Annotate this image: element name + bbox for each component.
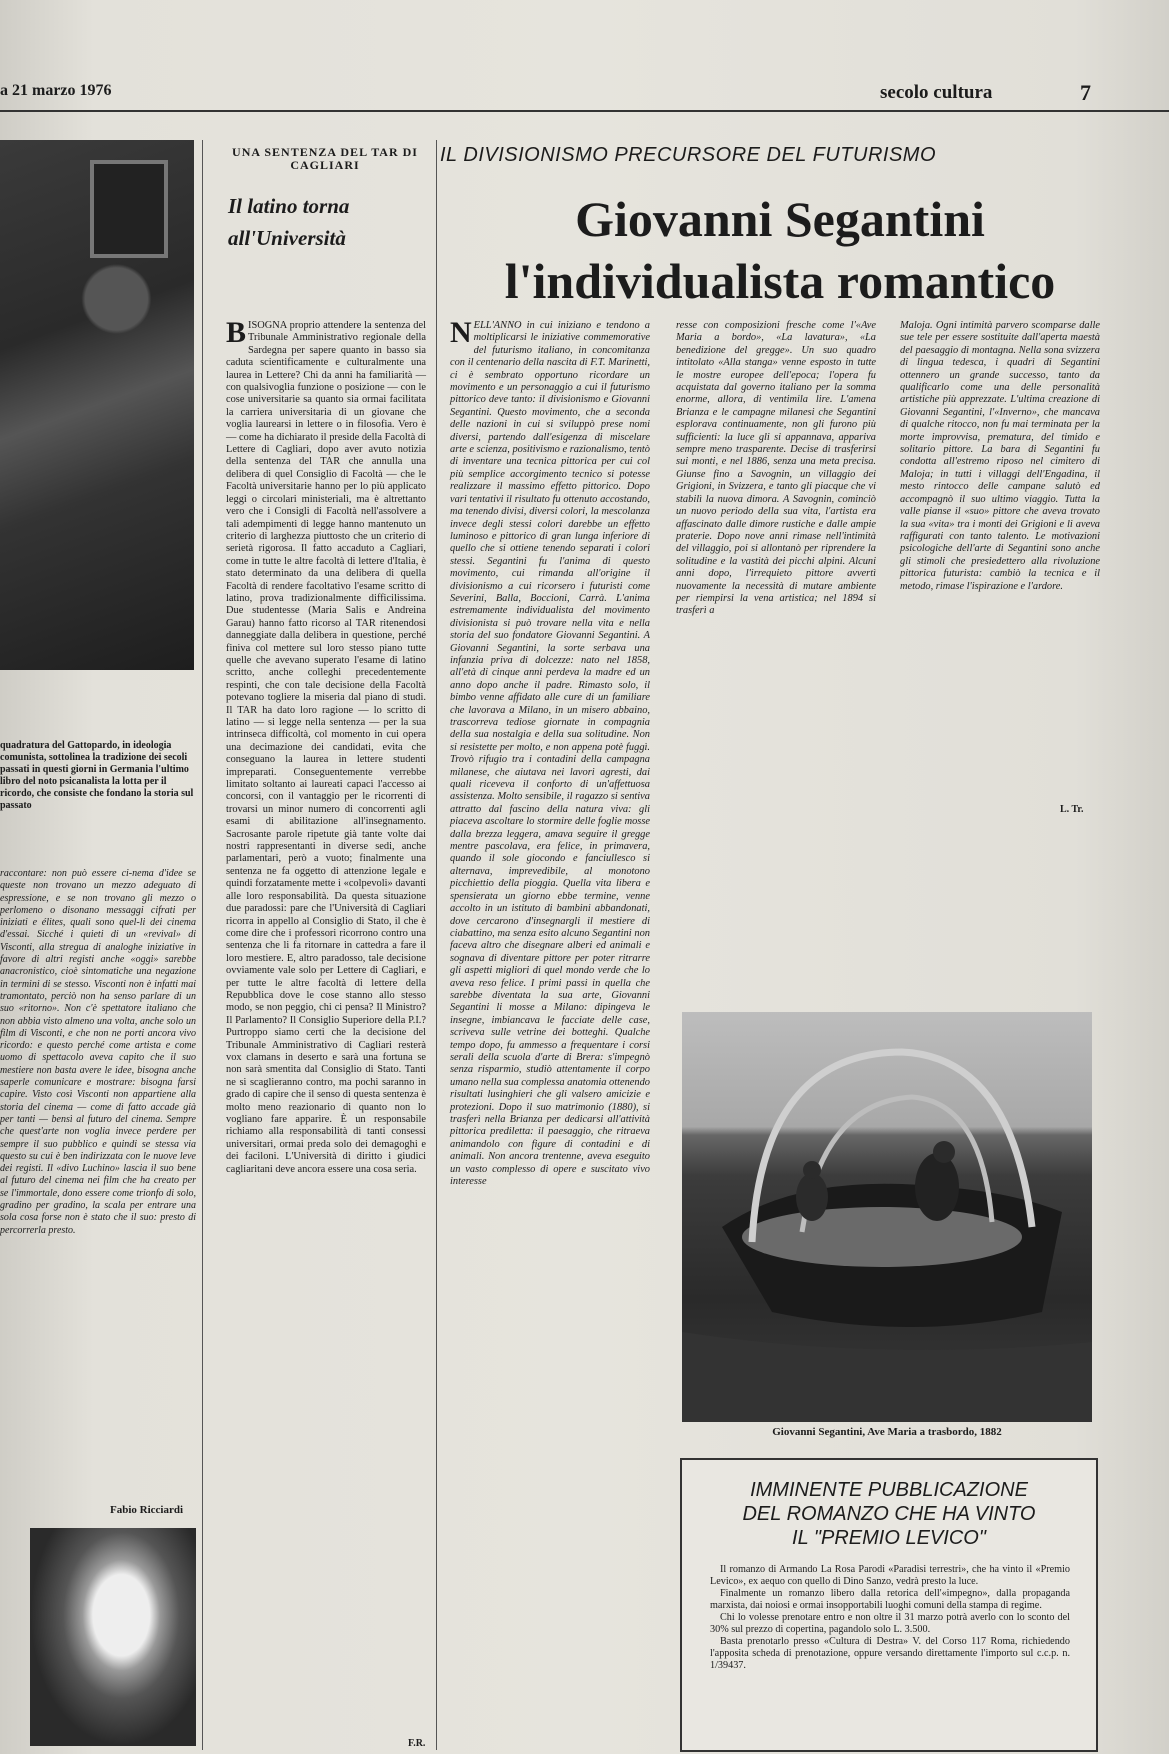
tar-kicker: UNA SENTENZA DEL TAR DI CAGLIARI xyxy=(232,145,418,172)
main-title xyxy=(470,188,1090,312)
announcement-para: Chi lo volesse prenotare entro e non oltre il 31 marzo potrà averlo con lo sconto del 30% sul prezzo di copertina, pagandolo solo L. 3.500. xyxy=(710,1612,1070,1635)
announcement-para: Finalmente un romanzo libero dalla retorica dell'«impegno», dalla propaganda marxista, dai noiosi e ormai insopportabili luoghi comuni della stampa di regime. xyxy=(710,1588,1070,1611)
tar-body-text: ISOGNA proprio attendere la sentenza del Tribunale Amministrativo regionale della Sardegna per sapere quanto in basso sia caduta scientificamente e culturalmente una laurea in Lettere? Chi da anni ha familiarità — con qualsivoglia funzione o posizione — con le cose universitarie sa quanto sia ormai facilitata la carriera universitaria di un giovane che voglia laurearsi in lettere o in filosofia. Vero è — come ha dichiarato il preside della Facoltà di Lettere di Cagliari, dopo aver avuto notizia della sentenza del TAR che annulla una delibera di quel Consiglio di Facoltà — che le Facoltà universitarie hanno per lo più applicato leggi o circolari ministeriali, ma è altrettanto vero che i Consigli di Facoltà nell'assolvere a tali adempimenti di legge hanno mantenuto un criterio di larghezza piuttosto che un criterio di serietà rigorosa. Il fatto accaduto a Cagliari, come in tutte le altre facoltà di lettere d'Italia, è stato determinato da una delibera di quella Facoltà di rendere facoltativo l'esame scritto di latino, prova tradizionalmente difficilissima. Due studentesse (Maria Salis e Andreina Garau) hanno fatto ricorso al TAR ritenendosi danneggiate dalla delibera in questione, perché finiva col mettere sul loro stesso piano tutte quelle che avevano superato l'esame di latino scritto, anche colleghi precedentemente respinti, che con tale decisione della Facoltà potevano togliere la miseria dal piano di studi. Il TAR ha dato loro ragione — lo scritto di latino — si legge nella sentenza — per la sua intrinseca difficoltà, col momento in cui opera una decimazione dei candidati, evita che conseguano la laurea in lettere studenti impreparati. Conseguentemente verrebbe limitato soltanto ai laureati capaci l'accesso ai concorsi, con il vantaggio per le ricorrenti di trovarsi un minor numero di concorrenti agli esami di abilitazione all'insegnamento. Sacrosante parole ripetute già tante volte dai nostri rappresentanti in diverse sedi, anche parlamentari, però a vuoto; finalmente una sentenza ne fa oggetto di attenzione legale e quindi forzatamente mette i «colpevoli» davanti alle loro responsabilità. Da questa situazione due paradossi: pare che l'Università di Cagliari ricorra in appello al Consiglio di Stato, il che è come dire che i professori ricorrono contro una sentenza che li fa ritornare in cattedra a fare il loro mestiere. E, altro paradosso, tale decisione ovviamente vale solo per Lettere di Cagliari, e per tutte le altre facoltà di lettere della Repubblica dove le cose stanno allo stesso modo, se non peggio, chi ci pensa? Il Ministro? Il Parlamento? Il Consiglio Superiore della P.I.? Purtroppo siamo certi che la decisione del Tribunale Amministrativo di Cagliari resterà vox clamans in deserto e sarà una fortuna se non sarà smentita dal Consiglio di Stato. Tanti ne si scaglieranno contro, ma pochi saranno in grado di capire che il senso di questa sentenza è molto meno reazionario di quanto non lo vogliano fare apparire. È un responsabile richiamo alla responsabilità di tanti consessi universitari, ormai preda solo dei demagoghi e dei faciloni. L'Università di diritto i giudici cagliaritani deve ancora essere una cosa seria. xyxy=(226,320,426,1175)
tar-title: Il latino torna all'Università xyxy=(228,194,350,250)
main-col1-text: ELL'ANNO in cui iniziano e tendono a moltiplicarsi le iniziative commemorative del futurismo italiano, in concomitanza con il centenario della nascita di F.T. Marinetti, ci è sembrato opportuno ricordare un movimento e un personaggio a cui il futurismo pittorico deve tanto: il divisionismo e Giovanni Segantini. Questo movimento, che a seconda delle nazioni in cui si sviluppò prese nomi diversi, partendo dall'esigenza di miscelare arte e scienza, positivismo e razionalismo, tentò di inventare una tecnica pittorica per cui col più semplice accorgimento tecnico si potesse realizzare il massimo effetto pittorico. Dopo vari tentativi il risultato fu ottenuto accostando, ma tenendo divisi, diversi colori, la mescolanza invece degli stessi colori darebbe un effetto luminoso e pittorico di gran lunga inferiore di quello che si ottiene tenendo separati i colori stessi. Segantini fu l'anima di questo movimento, cui rimanda all'origine il divisionismo a cui ricorsero i futuristi come Severini, Balla, Boccioni, Carrà. L'anima estremamente individualista del movimento divisionista si può trovare nella vita e nella storia del suo fondatore Giovanni Segantini. A Giovanni Segantini, la sorte serbava una infanzia priva di dolcezze: nato nel 1858, all'età di cinque anni perdeva la madre ed un anno dopo anche il padre. Rimasto solo, il bimbo venne affidato alle cure di un familiare che lavorava a Milano, in un misero abbaino, trascorreva tediose giornate in compagnia della sua nostalgia e della sua solitudine. Non si resistette per molto, e non appena potè fuggì. Trovò rifugio tra i contadini della campagna milanese, che aiutava nei lavori agresti, dai quali riceveva il conforto di un'affettuosa assistenza. Molto sensibile, il ragazzo si sentiva attratto dal fascino della natura viva: gli piaceva ascoltare lo stormire delle foglie mosse dalla brezza leggera, amava seguire il gregge mentre pascolava, era felice, in primavera, quando il sole giocondo e fanciullesco si alternava, imprevedibile, al monotono picchiettio della pioggia. Quella vita libera e spensierata un giorno ebbe termine, venne accolto in un istituto di bambini abbandonati, dove cercarono d'insegnargli il mestiere di ciabattino, ma senza esito alcuno Segantini non faceva altro che disegnare alberi ed animali e sognava di diventare pittore per poter ritrarre gli aspetti migliori di quel mondo verde che lo aveva reso felice. I primi passi in quella che sarebbe diventata la sua arte, Giovanni Segantini li mosse a Milano: dipingeva le insegne, imbiancava le facciate delle case, scriveva sulle vetrine dei botteghi. Qualche tempo dopo, fu ammesso a frequentare i corsi serali della scuola d'arte di Brera: s'impegnò senza risparmio, studiò attentamente il corpo umano nella sua complessa anatomia ottenendo risultati lusinghieri che gli valsero amicizie e protezioni. Dopo il suo matrimonio (1880), si trasferì nella Brianza per dedicarsi all'attività pittorica prediletta: il paesaggio, che ritraeva animandolo con figure di contadini e di animali. Non ancora trentenne, aveva eseguito un vasto complesso di opere e suscitato vivo interesse xyxy=(450,320,650,1188)
book-announcement-box xyxy=(680,1458,1098,1752)
headline-line3: IL "PREMIO LEVICO" xyxy=(792,1527,986,1549)
painting-caption: Giovanni Segantini, Ave Maria a trasbordo, 1882 xyxy=(772,1426,1002,1438)
main-title-line2: l'individualista romantico xyxy=(504,253,1056,309)
section-name: secolo cultura xyxy=(880,82,993,103)
headline-line1: IMMINENTE PUBBLICAZIONE xyxy=(750,1479,1028,1501)
main-kicker: IL DIVISIONISMO PRECURSORE DEL FUTURISMO xyxy=(440,144,937,166)
picture-frame xyxy=(90,160,168,258)
issue-date: a 21 marzo 1976 xyxy=(0,82,112,99)
headline-line2: DEL ROMANZO CHE HA VINTO xyxy=(742,1503,1036,1525)
tar-signature: F.R. xyxy=(408,1738,426,1749)
header-rule xyxy=(0,110,1169,112)
main-column-3: Maloja. Ogni intimità parvero scomparse dalle sue tele per essere sostituite dall'aperta maestà del paesaggio di montagna. Nella sona svizzera di lingua tedesca, i quadri di Segantini ottennero un grande successo, tanto da qualificarlo come una delle personalità artistiche più apprezzate. L'ultima creazione di Giovanni Segantini, l'«Inverno», che mancava di qualche ritocco, non fu mai terminata per la morte improvvisa, prematura, del timido e solitario pittore. La bara di Segantini fu condotta all'estremo riposo nel cimitero di Maloja; in tutti i villaggi dell'Engadina, il mesto rintocco delle campane salutò ed accompagnò il suo ultimo viaggio. Tutta la valle pianse il «suo» pittore che aveva trovato la sua «vita» tra i monti dei Grigioni e li aveva raffigurati con tanto talento. Le motivazioni psicologiche dell'arte di Segantini sono anche gli stimoli che presiedettero alla rivoluzione pittorica futurista: cambiò la tecnica e il metodo, rimase l'ispirazione e l'ardore. xyxy=(900,320,1100,592)
painting-illustration xyxy=(682,1012,1092,1422)
column-rule xyxy=(202,140,203,1750)
tar-body xyxy=(226,316,426,1176)
author-portrait xyxy=(30,1528,196,1746)
drop-cap: B xyxy=(226,316,247,349)
main-column-1 xyxy=(450,316,650,1188)
announcement-body xyxy=(710,1564,1070,1672)
page-number: 7 xyxy=(1080,80,1091,105)
main-signature: L. Tr. xyxy=(1060,804,1084,815)
announcement-para: Basta prenotarlo presso «Cultura di Destra» V. del Corso 117 Roma, richiedendo l'apposita scheda di prenotazione, oppure versando direttamente l'importo sul c.c.p. n. 1/39437. xyxy=(710,1636,1070,1671)
column-rule xyxy=(436,140,437,1750)
announcement-headline xyxy=(682,1478,1096,1550)
left-article-text: raccontare: non può essere ci-nema d'idee se queste non trovano un mezzo adeguato di espressione, e se non trovano gli mezzo o perlomeno o disonano messaggi cifrati per iniziati e élites, quali sono quel-li dei cinema d'essai. Sicché i quieti di un «revival» di Visconti, alla stregua di analoghe iniziative in favore di altri registi anche «oggi» sarebbe anacronistico, cioè sintomatiche una negazione in termini di se stesso. Visconti non è infatti mai tramontato, perciò non ha senso parlare di un suo «ritorno». Non c'è spettatore italiano che non abbia visto almeno una volta, anche solo un film di Visconti, e che non ne porti ancora vivo ricordo: e questo perché come artista e come uomo di spettacolo aveva capito che il suo mestiere non basta avere le idee, bisogna anche saperle comunicare e mostrare: bisogna farsi capire. Visto così Visconti non appartiene alla storia del cinema — come di fatto accade già per tanti — bensì al futuro del cinema. Sempre che quest'arte non voglia invece perdere per sempre il suo pubblico e quindi se stessa via questo su cui è ben indirizzata con le nuove leve dei registi. Il «divo Luchino» lascia il suo bene al futuro del cinema nei film che ha creato per se l'immortale, dono essere come trionfo di solo, gradino per gradino, la scala per entrare una sola cosa forse non è stato che il suo: presto di percorrerla presto. xyxy=(0,868,196,1236)
main-title-line1: Giovanni Segantini xyxy=(575,191,985,247)
left-article-signature: Fabio Ricciardi xyxy=(110,1504,184,1516)
announcement-para: Il romanzo di Armando La Rosa Parodi «Paradisi terrestri», che ha vinto il «Premio Levico», ex aequo con quello di Dino Sanzo, vedrà presto la luce. xyxy=(710,1564,1070,1587)
segantini-painting xyxy=(682,1012,1092,1422)
main-column-2: resse con composizioni fresche come l'«Ave Maria a bordo», «La lavatura», «La benedizione del gregge». Un suo quadro intitolato «Alla stanga» venne esposto in tutte le mostre europee dell'epoca; l'opera fu acquistata dal governo italiano per la somma enorme, allora, di ventimila lire. L'amena Brianza e le campagne milanesi che Segantini esplorava continuamente, non gli furono più sufficienti: la luce gli si appannava, appariva sempre meno trasparente. Decise di trasferirsi sui monti, e nel 1886, senza una meta precisa. Giunse fino a Savognin, un villaggio dei Grigioni, in Svizzera, e tanto gli piacque che vi stabilì la nuova dimora. A Savognin, cominciò un nuovo periodo della sua vita, l'artista era affascinato dalle dimore rustiche e dalle ampie praterie. Dopo nove anni rimase nell'intimità del villaggio, poi si allontanò per riprendere la solitudine e la vastità dei picchi alpini. Alcuni anni dopo, l'irrequieto pittore avvertì nuovamente la necessità di mutare ambiente per riempirsi la vena artistica; nel 1894 si trasferì a xyxy=(676,320,876,617)
left-photo-caption: quadratura del Gattopardo, in ideologia comunista, sottolinea la tradizione dei secoli passati in questi giorni in Germania l'ultimo libro del noto psicanalista la lotta per il ricordo, che consiste che fondano la storia sul passato xyxy=(0,740,194,811)
left-photo xyxy=(0,140,194,670)
drop-cap: N xyxy=(450,316,472,349)
